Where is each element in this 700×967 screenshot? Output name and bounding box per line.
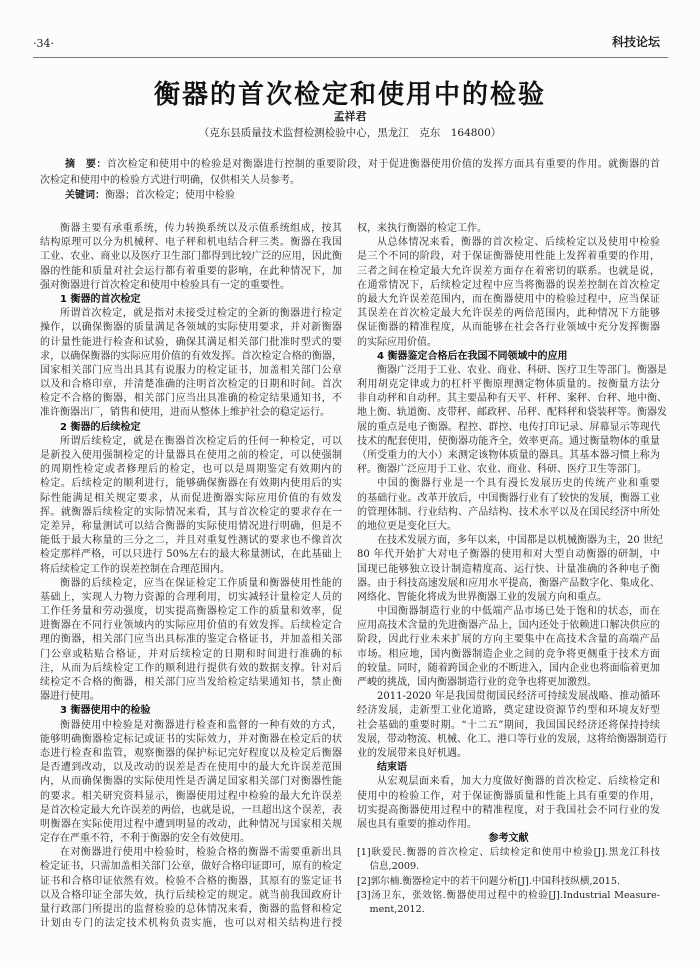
paragraph-line: 将后续检定工作的误差控制在合理范围内。 [40,563,230,575]
paragraph-line: 业的发展带来良好机遇。 [357,747,467,759]
paragraph-line: 是首次检定最大允许误差的两倍，也就是说，一旦超出这个误差，表 [40,804,342,816]
paragraph-line: 从宏观层面来看，加大力度做好衡器的首次检定、后续检定和 [377,776,660,788]
reference-line: ment,2012. [369,904,425,915]
paragraph-line: 强对衡器进行首次检定和使用中检验具有一定的重要性。 [40,279,290,291]
paragraph [357,690,667,761]
paragraph-line: 际性能满足相关规定要求，从而促进衡器实际应用价值的有效发 [40,492,342,504]
paragraph-line: 利用胡克定律或力的杠杆平衡原理测定物体质量的。按衡量方法分 [357,379,660,391]
paragraph [357,605,660,690]
paragraph-line: 三者之间在检定最大允许误差方面存在着密切的联系。也就是说， [357,265,660,277]
paragraph-line: 定存在严重不符，不利于衡器的安全有效使用。 [40,833,250,845]
paragraph-line: 中国衡器制造行业的中低端产品市场已处于饱和的状态，而在 [377,606,660,618]
right-column [357,222,667,917]
paragraph [40,577,342,705]
author-affiliation: （克东县质量技术监督检测检验中心，黑龙江 克东 164800） [198,127,502,139]
paragraph [357,775,660,832]
paragraph-line: 检定不合格的衡器，相关部门应当出具准确的检定结果通知书，不 [40,393,342,405]
paragraph-line: 基础上，实现人力物力资源的合理利用，切实减轻计量检定人员的 [40,591,342,603]
paragraph-line: 的基础行业。改革开放后，中国衡器行业有了较快的发展，衡器工业 [357,492,660,504]
paragraph-line: 从总体情况来看，衡器的首次检定、后续检定以及使用中检验 [377,237,660,249]
paragraph-line: 切实提高衡器使用过程中的精准程度，对于我国社会不同行业的发 [357,804,660,816]
paragraph-line: 衡器主要有承重系统，传力转换系统以及示值系统组成，按其 [60,223,342,234]
paragraph-line: 检定证书，只需加盖相关部门公章，做好合格印证即可，原有的检定 [40,861,342,873]
paragraph-line: 2011-2020 年是我国贯彻国民经济可持续发展战略、推动循环 [377,691,660,703]
paragraph-line: 中国的衡器行业是一个具有漫长发展历史的传统产业和重要 [377,478,660,490]
page-number: ·34· [33,37,54,50]
paragraph-line: 证书和合格印证依然有效。检验不合格的衡器，其原有的鉴定证书 [40,875,342,887]
paragraph-line: 非自动秤和自动秤。其主要品种有天平、杆秤、案秤、台秤、地中衡、 [357,393,667,405]
paragraph-line: 保证衡器的精准程度，从而能够在社会各行业领域中充分发挥衡器 [357,322,660,334]
paragraph-line: 器的性能和质量对社会运行都有着重要的影响，在此种情况下，加 [40,265,342,277]
reference-entry [357,875,660,889]
paragraph-line: 门公章或粘贴合格证，并对后续检定的日期和时间进行准确的标 [40,648,342,660]
journal-section-name: 科技论坛 [611,35,660,49]
section-heading: 结束语 [377,762,407,774]
paragraph-line: 在通常情况下，后续检定过程中应当将衡器的误差控制在首次检定 [357,279,660,291]
paragraph-line: 衡器的后续检定，应当在保证检定工作质量和衡器使用性能的 [60,577,342,589]
references-heading: 参考文献 [488,833,529,845]
paragraph-line: 器。由于科技高速发展和应用水平提高，衡器产品数字化、集成化、 [357,577,660,589]
reference-line: 信息,2009. [369,861,420,873]
section-heading: 3 衡器使用中的检验 [60,705,151,717]
paragraph-line: 能够明确衡器检定标记或证书的实际效力，并对衡器在检定后的状 [40,733,342,745]
paragraph-line: 明衡器在实际使用过程中遭到明显的改动，此种情况与国家相关规 [40,818,342,830]
paragraph-line: 结构原理可以分为机械秤、电子秤和机电结合秤三类。衡器在我国 [40,237,342,249]
paragraph-line: 计划由专门的法定技术机构负责实施，也可以对相关结构进行授 [40,918,342,930]
paragraph-line: 展的重点是电子衡器。程控、群控、电传打印记录、屏幕显示等现代 [357,421,660,433]
paragraph-line: 求，以确保衡器的实际应用价值的有效发挥。首次检定合格的衡器， [40,350,342,362]
paragraph-line: 注，从而为后续检定工作的顺利进行提供有效的数据支撑。针对后 [40,662,342,674]
paragraph-line: 内，从而确保衡器的实际使用性是否满足国家相关部门对衡器性能 [40,776,342,788]
reference-line: [1]耿爱民.衡器的首次检定、后续检定和使用中检验[J].黑龙江科技 [357,847,660,859]
section-heading: 1 衡器的首次检定 [60,293,141,305]
paragraph [40,719,342,847]
reference-line: [2]郭尔楠.衡器检定中的若干问题分析[J].中国科技纵横,2015. [357,875,621,887]
paragraph [40,307,342,421]
paragraph-line: 挥。就衡器后续检定的实际情况来看，其与首次检定的要求存在一 [40,506,342,518]
paragraph-line: 其误差在首次检定最大允许误差的两倍范围内，此种情况下方能够 [357,308,660,320]
paragraph-line: 80 年代开始扩大对电子衡器的使用和对大型自动衡器的研制，中 [357,549,660,561]
abstract [40,157,660,189]
keywords-text: 衡器；首次检定；使用中检验 [105,190,235,201]
paragraph-line: 定差异，称量测试可以结合衡器的实际使用情况进行明确，但是不 [40,520,342,532]
paragraph-line: 以及和合格印章，并清楚准确的注明首次检定的日期和时间。首次 [40,379,342,391]
paragraph-line: 的地位更是变化巨大。 [357,520,457,532]
paragraph-line: 国家相关部门应当出具其有说服力的检定证书，加盖相关部门公章 [40,364,342,376]
paragraph-line: 态进行检查和监管，观察衡器的保护标记完好程度以及检定后衡器 [40,747,342,759]
paragraph-line: 技术的配套使用，使衡器功能齐全，效率更高。通过衡量物体的重量 [357,435,660,447]
paragraph-line: 衡器使用中检验是对衡器进行检查和监督的一种有效的方式， [60,719,342,731]
paragraph-line: （所受重力的大小）来测定该物体质量的器具。其基本器习惯上称为 [357,450,660,461]
paragraph-line: 秤。衡器广泛应用于工业、农业、商业、科研、医疗卫生等部门。 [357,464,647,476]
paragraph-line: 是三个不同的阶段，对于保证衡器使用性能上发挥着重要的作用， [357,251,660,263]
paragraph [357,477,660,534]
paragraph-line: 网络化、智能化将成为世界衡器工业的发展方向和重点。 [357,591,607,603]
paragraph-line: 应用高技术含量的先进衡器产品上，国内还处于依赖进口解决供应的 [357,620,660,632]
paragraph-line: 展也具有重要的推动作用。 [357,818,477,830]
paragraph-line: 的计量性能进行检查和试验，确保其满足相关部门批准时型式的要 [40,336,342,348]
paragraph [357,236,660,350]
paragraph [357,534,663,605]
paragraph-line: 操作，以确保衡器的质量满足各领域的实际使用要求，并对新衡器 [40,322,342,334]
paragraph-line: 所谓首次检定，就是指对未接受过检定的全新的衡器进行检定 [60,308,342,320]
paragraph-line: 市场。相应地，国内衡器制造企业之间的竞争将更侧重于技术方面 [357,648,660,660]
paragraph [40,222,342,293]
paragraph-line: 经济发展，走新型工业化道路，奠定建设资源节约型和环境友好型 [357,705,660,717]
paragraph-line: 能低于最大称量的三分之二，并且对重复性测试的要求也不像首次 [40,535,342,547]
section-heading: 2 衡器的后续检定 [60,421,141,433]
paragraph-line: 的实际应用价值。 [357,336,437,348]
paragraph-line: 权，来执行衡器的检定工作。 [357,223,487,234]
keywords-label: 关键词： [65,190,105,201]
paragraph-line: 检定。后续检定的顺利进行，能够确保衡器在有效期内使用后的实 [40,478,342,490]
paragraph-line: 量行政部门所提出的监督检验的总体情况来看，衡器的监督和检定 [40,904,342,915]
paragraph-line: 准许衡器出厂，销售和使用，进而从整体上维护社会的稳定运行。 [40,407,330,419]
paragraph-line: 是否遭到改动，以及改动的误差是否在使用中的最大允许误差范围 [40,762,342,774]
paragraph-line: 阶段，因此行业未来扩展的方向主要集中在高技术含量的高端产品 [357,634,660,646]
abstract-text: 首次检定和使用中的检验是对衡器进行控制的重要阶段，对于促进衡器使用价值的发挥方面具有重要的作用。就衡器的首 [106,159,661,170]
abstract-text: 次检定和使用中的检验方式进行明确，仅供相关人员参考。 [40,175,300,186]
paragraph-line: 严峻的挑战，国内衡器制造行业的竞争也将更加激烈。 [357,677,597,688]
paragraph-line: 工业、农业、商业以及医疗卫生部门都得到比较广泛的应用，因此衡 [40,251,342,263]
paragraph [40,435,342,577]
paragraph-line: 进衡器在不同行业领域内的实际应用价值的有效发挥。后续检定合 [40,620,342,632]
paragraph-line: 工作任务量和劳动强度，切实提高衡器检定工作的质量和效率，促 [40,606,342,618]
paragraph-line: 国现已能够独立设计制造精度高、运行快、计量准确的各种电子衡 [357,563,660,575]
abstract-line [40,173,660,189]
reference-entry [357,846,660,874]
reference-entry [357,889,660,917]
paragraph-line: 使用中的检验工作，对于保证衡器质量和性能上具有重要的作用， [357,790,660,802]
paragraph-line: 的管理体制、行业结构、产品结构、技术水平以及在国民经济中所处 [357,506,660,518]
section-heading: 4 衡器鉴定合格后在我国不同领域中的应用 [377,350,568,362]
paragraph-line: 所谓后续检定，就是在衡器首次检定后的任何一种检定，可以 [60,435,342,447]
keywords [40,189,660,203]
paragraph-line: 检定那样严格，可以只进行 50%左右的最大称量测试，在此基础上 [40,549,342,561]
paragraph-line: 续检定不合格的衡器，相关部门应当发给检定结果通知书，禁止衡 [40,677,342,688]
abstract-line [40,157,660,173]
article-title: 衡器的首次检定和使用中的检验 [153,80,546,110]
paragraph-line: 在技术发展方面，多年以来，中国都是以机械衡器为主，20 世纪 [377,535,663,547]
paragraph-line: 的较量。同时，随着跨国企业的不断进入，国内企业也将面临着更加 [357,662,660,674]
paragraph-line: 地上衡、轨道衡、皮带秤、邮政秤、吊秤、配料秤和袋装秤等。衡器发 [357,407,667,419]
paragraph-line: 在对衡器进行使用中检验时，检验合格的衡器不需要重新出具 [60,847,342,859]
header-divider [33,57,668,58]
paragraph [357,364,667,478]
paragraph-line: 以及合格印证全部失效，执行后续检定的规定。就当前我国政府计 [40,889,342,901]
paragraph [40,846,342,931]
paragraph [357,222,660,236]
paragraph-line: 发展，带动物流、机械、化工、港口等行业的发展，这将给衡器制造行 [357,733,667,745]
paragraph-line: 理的衡器，相关部门应当出具标准的鉴定合格证书，并加盖相关部 [40,634,342,646]
article-author: 孟祥君 [333,110,367,123]
paragraph-line: 是新投入使用强制检定的计量器具在使用之前的检定，可以使强制 [40,450,342,461]
paragraph-line: 的要求。相关研究资料显示，衡器使用过程中检验的最大允许误差 [40,790,342,802]
paragraph-line: 的最大允许误差范围内，而在衡器使用中的检验过程中，应当保证 [357,293,660,305]
abstract-label: 摘 要： [65,159,107,170]
reference-line: [3]汤卫东，张效铭.衡器使用过程中的检验[J].Industrial Measure- [357,889,660,901]
paragraph-line: 衡器广泛用于工业、农业、商业、科研、医疗卫生等部门。衡器是 [377,364,667,376]
paragraph-line: 器进行使用。 [40,691,100,703]
paragraph-line: 的周期性检定或者修理后的检定，也可以是周期鉴定有效期内的 [40,464,342,476]
left-column [40,222,342,931]
paragraph-line: 社会基础的重要时期。“十二五”期间，我国国民经济还将保持持续 [357,719,660,731]
